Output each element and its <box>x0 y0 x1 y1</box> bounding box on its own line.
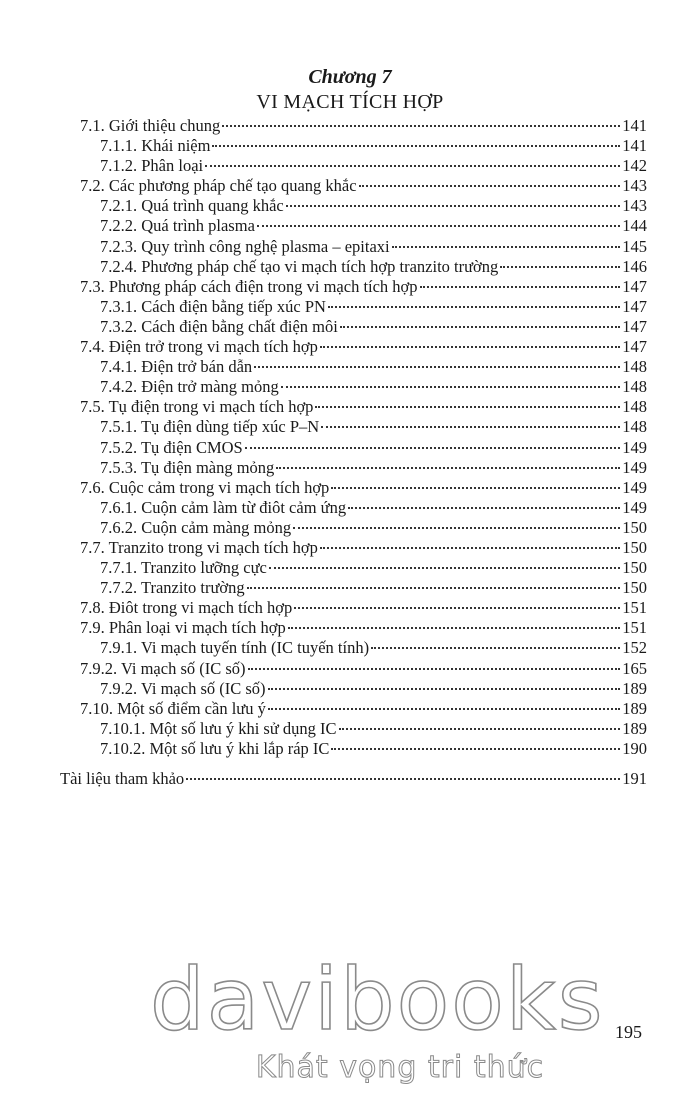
page-number: 195 <box>615 1022 642 1042</box>
toc-entry <box>60 598 647 618</box>
toc-entry <box>60 136 647 156</box>
toc-entry-page: 189 <box>622 678 647 698</box>
dot-leader <box>320 547 620 549</box>
toc-entry <box>60 679 647 699</box>
toc-entry <box>60 518 647 538</box>
toc-entry-page: 152 <box>622 638 647 658</box>
toc-entry-page: 146 <box>622 256 647 276</box>
toc-entry-title: 7.5.2. Tụ điện CMOS <box>100 437 243 457</box>
toc-entry-page: 147 <box>622 337 647 357</box>
toc-entry-page: 143 <box>622 176 647 196</box>
dot-leader <box>315 406 620 408</box>
toc-entry-title: 7.2.2. Quá trình plasma <box>100 216 255 236</box>
toc-entry-page: 149 <box>622 437 647 457</box>
dot-leader <box>286 205 621 207</box>
dot-leader <box>222 125 620 127</box>
toc-entry <box>60 538 647 558</box>
toc-entry <box>60 116 647 136</box>
dot-leader <box>321 426 620 428</box>
dot-leader <box>371 647 620 649</box>
toc-entry-page: 145 <box>622 236 647 256</box>
toc-entry-title: 7.1.2. Phân loại <box>100 156 204 176</box>
toc-entry-page: 148 <box>622 417 647 437</box>
toc-entry-page: 147 <box>622 296 647 316</box>
toc-entry-title: 7.7.2. Tranzito trường <box>100 578 245 598</box>
dot-leader <box>340 326 620 328</box>
toc-entry <box>60 237 647 257</box>
dot-leader <box>328 306 620 308</box>
dot-leader <box>212 145 620 147</box>
toc-entry <box>60 578 647 598</box>
toc-entry-page: 150 <box>622 537 647 557</box>
toc-entry-page: 141 <box>622 136 647 156</box>
toc-entry-title: 7.9.2. Vi mạch số (IC số) <box>80 658 246 678</box>
toc-entry-page: 150 <box>622 558 647 578</box>
toc-entry-title: 7.10.2. Một số lưu ý khi lắp ráp IC <box>100 738 330 758</box>
chapter-label: Chương 7 <box>308 66 392 88</box>
dot-leader <box>205 165 620 167</box>
dot-leader <box>392 246 621 248</box>
toc-entry <box>60 257 647 277</box>
dot-leader <box>276 467 620 469</box>
toc-entry <box>60 438 647 458</box>
toc-entry-page: 165 <box>622 658 647 678</box>
toc-entry-title: 7.9.2. Vi mạch số (IC số) <box>100 678 266 698</box>
dot-leader <box>247 587 621 589</box>
toc-entry <box>60 377 647 397</box>
toc-entry-page: 189 <box>622 698 647 718</box>
toc-entry <box>60 659 647 679</box>
toc-entry <box>60 297 647 317</box>
toc-entry <box>60 498 647 518</box>
chapter-title: VI MẠCH TÍCH HỢP <box>256 91 444 113</box>
toc-entry-title: 7.2.1. Quá trình quang khắc <box>100 196 284 216</box>
dot-leader <box>500 266 620 268</box>
toc-entry-title: 7.2.3. Quy trình công nghệ plasma – epitaxi <box>100 236 390 256</box>
dot-leader <box>348 507 620 509</box>
toc-entry-page: 147 <box>622 276 647 296</box>
dot-leader <box>254 366 620 368</box>
toc-entry-title: 7.7.1. Tranzito lưỡng cực <box>100 558 267 578</box>
toc-entry-page: 148 <box>622 377 647 397</box>
toc-entry-title: 7.6.2. Cuộn cảm màng mỏng <box>100 517 292 537</box>
toc-entry-title: 7.4. Điện trở trong vi mạch tích hợp <box>80 337 318 357</box>
toc-entry <box>60 478 647 498</box>
dot-leader <box>331 748 620 750</box>
dot-leader <box>320 346 620 348</box>
toc-entry <box>60 739 647 759</box>
dot-leader <box>269 567 620 569</box>
dot-leader <box>268 688 621 690</box>
toc-entry-page: 149 <box>622 457 647 477</box>
toc-entry-title: 7.8. Điôt trong vi mạch tích hợp <box>80 598 293 618</box>
toc-entry <box>60 699 647 719</box>
toc-entry-title: 7.3.2. Cách điện bằng chất điện môi <box>100 316 338 336</box>
dot-leader <box>288 627 620 629</box>
toc-entry-title: 7.4.2. Điện trở màng mỏng <box>100 377 279 397</box>
toc-entry-title: 7.10. Một số điểm cần lưu ý <box>80 698 266 718</box>
toc-entry-title: 7.5.3. Tụ điện màng mỏng <box>100 457 275 477</box>
toc-entry <box>60 558 647 578</box>
toc-entry-page: 191 <box>622 769 647 788</box>
toc-entry-page: 141 <box>622 116 647 135</box>
dot-leader <box>245 447 621 449</box>
dot-leader <box>294 607 620 609</box>
toc-entry-title: 7.2. Các phương pháp chế tạo quang khắc <box>80 176 357 196</box>
toc-entry <box>60 176 647 196</box>
toc-entry-page: 151 <box>622 618 647 638</box>
table-of-contents <box>60 116 647 789</box>
toc-entry <box>60 216 647 236</box>
toc-entry-page: 189 <box>622 718 647 738</box>
watermark-brand: davibooks <box>150 950 605 1050</box>
toc-entry-title: 7.6.1. Cuộn cảm làm từ điôt cảm ứng <box>100 497 347 517</box>
toc-entry <box>60 638 647 658</box>
toc-entry-title: 7.5. Tụ điện trong vi mạch tích hợp <box>80 397 314 417</box>
toc-entry-page: 148 <box>622 357 647 377</box>
watermark-tagline: Khát vọng tri thức <box>255 1050 545 1085</box>
toc-entry <box>60 156 647 176</box>
toc-entry <box>60 769 647 789</box>
toc-entry <box>60 317 647 337</box>
toc-entry-title: Tài liệu tham khảo <box>60 769 185 788</box>
toc-entry-title: 7.9. Phân loại vi mạch tích hợp <box>80 618 286 638</box>
toc-entry-page: 144 <box>622 216 647 236</box>
toc-entry-page: 143 <box>622 196 647 216</box>
toc-entry <box>60 196 647 216</box>
toc-entry <box>60 357 647 377</box>
toc-entry-title: 7.9.1. Vi mạch tuyến tính (IC tuyến tính) <box>100 638 370 658</box>
toc-entry <box>60 618 647 638</box>
toc-entry-page: 149 <box>622 477 647 497</box>
dot-leader <box>420 286 621 288</box>
toc-entry-page: 150 <box>622 517 647 537</box>
toc-entry-page: 150 <box>622 578 647 598</box>
toc-entry <box>60 277 647 297</box>
toc-entry-title: 7.6. Cuộc cảm trong vi mạch tích hợp <box>80 477 330 497</box>
toc-entry-page: 149 <box>622 497 647 517</box>
toc-entry <box>60 417 647 437</box>
toc-entry-title: 7.3. Phương pháp cách điện trong vi mạch tích hợp <box>80 276 418 296</box>
toc-entry-page: 148 <box>622 397 647 417</box>
toc-entry-page: 151 <box>622 598 647 618</box>
dot-leader <box>293 527 620 529</box>
toc-entry-title: 7.3.1. Cách điện bằng tiếp xúc PN <box>100 296 326 316</box>
dot-leader <box>186 778 620 780</box>
dot-leader <box>248 668 621 670</box>
dot-leader <box>281 386 621 388</box>
dot-leader <box>359 185 621 187</box>
toc-entry-title: 7.2.4. Phương pháp chế tạo vi mạch tích hợp tranzito trường <box>100 256 499 276</box>
toc-entry-title: 7.1.1. Khái niệm <box>100 136 211 156</box>
toc-entry-page: 147 <box>622 316 647 336</box>
toc-entry <box>60 337 647 357</box>
toc-entry-title: 7.10.1. Một số lưu ý khi sử dụng IC <box>100 718 337 738</box>
dot-leader <box>268 708 620 710</box>
toc-entry-page: 190 <box>622 738 647 758</box>
toc-entry-title: 7.5.1. Tụ điện dùng tiếp xúc P–N <box>100 417 320 437</box>
toc-entry <box>60 397 647 417</box>
dot-leader <box>339 728 621 730</box>
dot-leader <box>257 225 620 227</box>
toc-entry-page: 142 <box>622 156 647 176</box>
dot-leader <box>331 487 620 489</box>
toc-entry-title: 7.4.1. Điện trở bán dẫn <box>100 357 253 377</box>
watermark-logo <box>150 950 605 1092</box>
toc-entry-title: 7.7. Tranzito trong vi mạch tích hợp <box>80 537 318 557</box>
toc-entry-title: 7.1. Giới thiệu chung <box>80 116 221 135</box>
toc-entry <box>60 458 647 478</box>
toc-entry <box>60 719 647 739</box>
